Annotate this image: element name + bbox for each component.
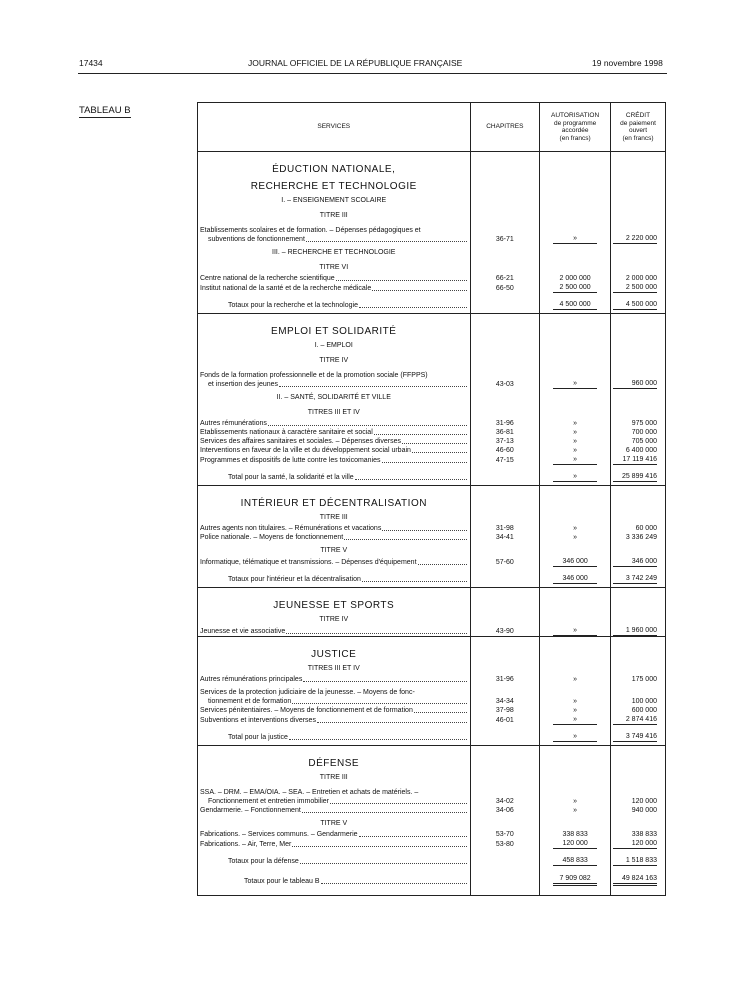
service-label: Police nationale. – Moyens de fonctionnement xyxy=(200,534,344,541)
autorisation-value: » xyxy=(573,798,578,805)
service-label: Total pour la justice xyxy=(228,734,288,741)
service-label: Institut national de la santé et de la recherche médicale xyxy=(200,285,372,292)
section-heading-row xyxy=(198,509,666,524)
credit-value: 3 749 416 xyxy=(625,733,657,740)
table-header-row xyxy=(198,103,666,152)
chapter-code: 36-71 xyxy=(495,236,514,243)
table-row xyxy=(198,222,666,244)
chapter-code: 36-81 xyxy=(495,429,514,436)
chapter-code: 34-06 xyxy=(495,807,514,814)
credit-value: 2 874 416 xyxy=(625,716,657,723)
header-rule xyxy=(78,73,667,74)
section-title: I. – EMPLOI xyxy=(314,342,353,349)
autorisation-value: » xyxy=(573,676,578,683)
col-header-chapitres: CHAPITRES xyxy=(470,103,540,152)
service-label: Fabrications. – Air, Terre, Mer xyxy=(200,841,292,848)
ministry-name: JEUNESSE ET SPORTS xyxy=(273,600,395,611)
section-title: III. – RECHERCHE ET TECHNOLOGIE xyxy=(272,249,396,256)
section-heading-row xyxy=(198,542,666,557)
ministry-name: ÉDUCTION NATIONALE, xyxy=(272,164,396,175)
ministry-heading-row xyxy=(198,752,666,769)
section-heading-row xyxy=(198,259,666,274)
credit-value: 940 000 xyxy=(631,807,657,814)
total-row xyxy=(198,567,666,588)
table-row xyxy=(198,684,666,706)
autorisation-value: » xyxy=(573,698,578,705)
publication-date: 19 novembre 1998 xyxy=(592,58,663,68)
credit-value: 120 000 xyxy=(631,798,657,805)
credit-value: 338 833 xyxy=(631,831,657,838)
credit-value: 100 000 xyxy=(631,698,657,705)
credit-value: 2 500 000 xyxy=(625,284,657,291)
autorisation-value: » xyxy=(573,525,578,532)
total-row xyxy=(198,725,666,746)
autorisation-value: 346 000 xyxy=(562,575,588,582)
chapter-code: 31-98 xyxy=(495,525,514,532)
service-label: Interventions en faveur de la ville et du développement social urbain xyxy=(200,447,411,454)
credit-value: 2 000 000 xyxy=(625,275,657,282)
chapter-code: 37-98 xyxy=(495,707,514,714)
autorisation-value: » xyxy=(573,807,578,814)
section-title: TITRE III xyxy=(319,774,348,781)
autorisation-value: 458 833 xyxy=(562,857,588,864)
section-title: TITRE III xyxy=(319,212,348,219)
service-label: Totaux pour l'intérieur et la décentralisation xyxy=(228,576,361,583)
section-heading-row xyxy=(198,337,666,352)
chapter-code: 46-60 xyxy=(495,447,514,454)
service-label: Subventions et interventions diverses xyxy=(200,717,316,724)
credit-value: 175 000 xyxy=(631,676,657,683)
section-title: TITRE IV xyxy=(319,357,349,364)
section-title: TITRE V xyxy=(320,820,348,827)
service-label: Etablissements scolaires et de formation. – Dépenses pédagogiques et xyxy=(200,227,421,234)
chapter-code: 57-60 xyxy=(495,559,514,566)
chapter-code: 43-03 xyxy=(495,381,514,388)
autorisation-value: » xyxy=(573,733,578,740)
section-heading-row xyxy=(198,404,666,419)
chapter-code: 34-02 xyxy=(495,798,514,805)
service-label: Gendarmerie. – Fonctionnement xyxy=(200,807,301,814)
autorisation-value: » xyxy=(573,473,578,480)
service-label: Jeunesse et vie associative xyxy=(200,628,286,635)
autorisation-value: » xyxy=(573,380,578,387)
section-title: TITRES III ET IV xyxy=(307,409,360,416)
table-row xyxy=(198,274,666,283)
credit-value: 25 899 416 xyxy=(621,473,657,480)
service-label-cont: subventions de fonctionnement xyxy=(208,236,305,243)
chapter-code: 53-80 xyxy=(495,841,514,848)
table-row xyxy=(198,830,666,839)
chapter-code: 34-41 xyxy=(495,534,514,541)
service-label-cont: Fonctionnement et entretien immobilier xyxy=(208,798,330,805)
credit-value: 4 500 000 xyxy=(625,301,657,308)
chapter-code: 31-96 xyxy=(495,420,514,427)
section-title: TITRE III xyxy=(319,514,348,521)
journal-title: JOURNAL OFFICIEL DE LA RÉPUBLIQUE FRANÇAISE xyxy=(248,58,463,68)
table-row xyxy=(198,367,666,389)
total-row xyxy=(198,465,666,486)
section-title: TITRE VI xyxy=(319,264,349,271)
service-label: Fabrications. – Services communs. – Gendarmerie xyxy=(200,831,358,838)
service-label: Etablissements nationaux à caractère sanitaire et social xyxy=(200,429,373,436)
ministry-heading-row xyxy=(198,320,666,337)
autorisation-value: 120 000 xyxy=(562,840,588,847)
service-label: Fonds de la formation professionnelle et de la promotion sociale (FFPPS) xyxy=(200,372,428,379)
ministry-heading-row xyxy=(198,175,666,192)
section-title: TITRE IV xyxy=(319,616,349,623)
ministry-heading-row xyxy=(198,492,666,509)
service-label: Informatique, télématique et transmissions. – Dépenses d'équipement xyxy=(200,559,417,566)
ministry-heading-row xyxy=(198,158,666,175)
section-heading-row xyxy=(198,207,666,222)
credit-value: 2 220 000 xyxy=(625,235,657,242)
tableau-label: TABLEAU B xyxy=(79,105,131,116)
autorisation-value: » xyxy=(573,447,578,454)
table-row xyxy=(198,455,666,465)
credit-value: 120 000 xyxy=(631,840,657,847)
autorisation-value: 7 909 082 xyxy=(559,875,591,882)
table-row xyxy=(198,446,666,455)
chapter-code: 31-96 xyxy=(495,676,514,683)
table-row xyxy=(198,784,666,806)
autorisation-value: » xyxy=(573,716,578,723)
credit-value: 346 000 xyxy=(631,558,657,565)
table-row xyxy=(198,437,666,446)
ministry-name: RECHERCHE ET TECHNOLOGIE xyxy=(250,181,417,192)
credit-value: 700 000 xyxy=(631,429,657,436)
service-label: Services de la protection judiciaire de la jeunesse. – Moyens de fonc- xyxy=(200,689,415,696)
table-row xyxy=(198,283,666,293)
service-label: Totaux pour le tableau B xyxy=(244,878,320,885)
table-row xyxy=(198,533,666,542)
section-title: I. – ENSEIGNEMENT SCOLAIRE xyxy=(281,197,387,204)
service-label: Services des affaires sanitaires et sociales. – Dépenses diverses xyxy=(200,438,402,445)
autorisation-value: 2 000 000 xyxy=(559,275,591,282)
service-label: Totaux pour la recherche et la technologie xyxy=(228,302,358,309)
credit-value: 49 824 163 xyxy=(621,875,657,882)
autorisation-value: » xyxy=(573,235,578,242)
ministry-name: EMPLOI ET SOLIDARITÉ xyxy=(271,326,397,337)
total-row xyxy=(198,293,666,314)
credit-value: 3 336 249 xyxy=(625,534,657,541)
chapter-code: 34-34 xyxy=(495,698,514,705)
chapter-code: 53-70 xyxy=(495,831,514,838)
chapter-code: 66-50 xyxy=(495,285,514,292)
section-heading-row xyxy=(198,389,666,404)
autorisation-value: » xyxy=(573,534,578,541)
service-label-cont: et insertion des jeunes xyxy=(208,381,279,388)
page-number: 17434 xyxy=(79,58,103,68)
ministry-heading-row xyxy=(198,594,666,611)
service-label: Totaux pour la défense xyxy=(228,858,299,865)
section-heading-row xyxy=(198,244,666,259)
credit-value: 6 400 000 xyxy=(625,447,657,454)
table-row xyxy=(198,839,666,849)
service-label: Autres agents non titulaires. – Rémunérations et vacations xyxy=(200,525,382,532)
section-heading-row xyxy=(198,611,666,626)
section-heading-row xyxy=(198,192,666,207)
autorisation-value: 346 000 xyxy=(562,558,588,565)
credit-value: 1 960 000 xyxy=(625,627,657,634)
autorisation-value: 4 500 000 xyxy=(559,301,591,308)
chapter-code: 37-13 xyxy=(495,438,514,445)
section-title: TITRE V xyxy=(320,547,348,554)
credit-value: 17 119 416 xyxy=(622,456,657,463)
credit-value: 60 000 xyxy=(635,525,657,532)
table-row xyxy=(198,428,666,437)
total-row xyxy=(198,869,666,889)
table-row xyxy=(198,706,666,715)
credit-value: 1 518 833 xyxy=(625,857,657,864)
ministry-heading-row xyxy=(198,643,666,660)
service-label-cont: tionnement et de formation xyxy=(208,698,292,705)
autorisation-value: » xyxy=(573,429,578,436)
credit-value: 960 000 xyxy=(631,380,657,387)
credit-value: 3 742 249 xyxy=(625,575,657,582)
table-row xyxy=(198,419,666,428)
credit-value: 705 000 xyxy=(631,438,657,445)
col-header-services: SERVICES xyxy=(198,103,471,152)
table-row xyxy=(198,715,666,725)
service-label: Autres rémunérations xyxy=(200,420,267,427)
table-row xyxy=(198,524,666,533)
service-label: Total pour la santé, la solidarité et la ville xyxy=(228,474,354,481)
service-label: Programmes et dispositifs de lutte contre les toxicomanies xyxy=(200,457,381,464)
service-label: Centre national de la recherche scientifique xyxy=(200,275,335,282)
section-heading-row xyxy=(198,352,666,367)
col-header-autorisation: AUTORISATION de programme accordée (en francs) xyxy=(540,103,611,152)
total-row xyxy=(198,849,666,869)
table-row xyxy=(198,806,666,815)
section-heading-row xyxy=(198,769,666,784)
chapter-code: 47-15 xyxy=(495,457,514,464)
ministry-name: INTÉRIEUR ET DÉCENTRALISATION xyxy=(240,498,427,509)
autorisation-value: » xyxy=(573,456,578,463)
autorisation-value: » xyxy=(573,438,578,445)
section-heading-row xyxy=(198,815,666,830)
section-title: TITRES III ET IV xyxy=(307,665,360,672)
table-row xyxy=(198,626,666,637)
table-row xyxy=(198,675,666,684)
service-label: SSA. – DRM. – EMA/OIA. – SEA. – Entretien et achats de matériels. – xyxy=(200,789,419,796)
ministry-name: DÉFENSE xyxy=(308,758,360,769)
autorisation-value: » xyxy=(573,627,578,634)
service-label: Services pénitentiaires. – Moyens de fonctionnement et de formation xyxy=(200,707,413,714)
table-row xyxy=(198,557,666,567)
autorisation-value: » xyxy=(573,707,578,714)
tableau-b-table xyxy=(197,102,666,896)
autorisation-value: 2 500 000 xyxy=(559,284,591,291)
chapter-code: 66-21 xyxy=(495,275,514,282)
service-label: Autres rémunérations principales xyxy=(200,676,303,683)
credit-value: 975 000 xyxy=(631,420,657,427)
autorisation-value: 338 833 xyxy=(562,831,588,838)
section-title: II. – SANTÉ, SOLIDARITÉ ET VILLE xyxy=(276,394,391,401)
col-header-credit: CRÉDIT de paiement ouvert (en francs) xyxy=(611,103,666,152)
ministry-name: JUSTICE xyxy=(311,649,357,660)
autorisation-value: » xyxy=(573,420,578,427)
chapter-code: 43-90 xyxy=(495,628,514,635)
section-heading-row xyxy=(198,660,666,675)
credit-value: 600 000 xyxy=(631,707,657,714)
chapter-code: 46-01 xyxy=(495,717,514,724)
